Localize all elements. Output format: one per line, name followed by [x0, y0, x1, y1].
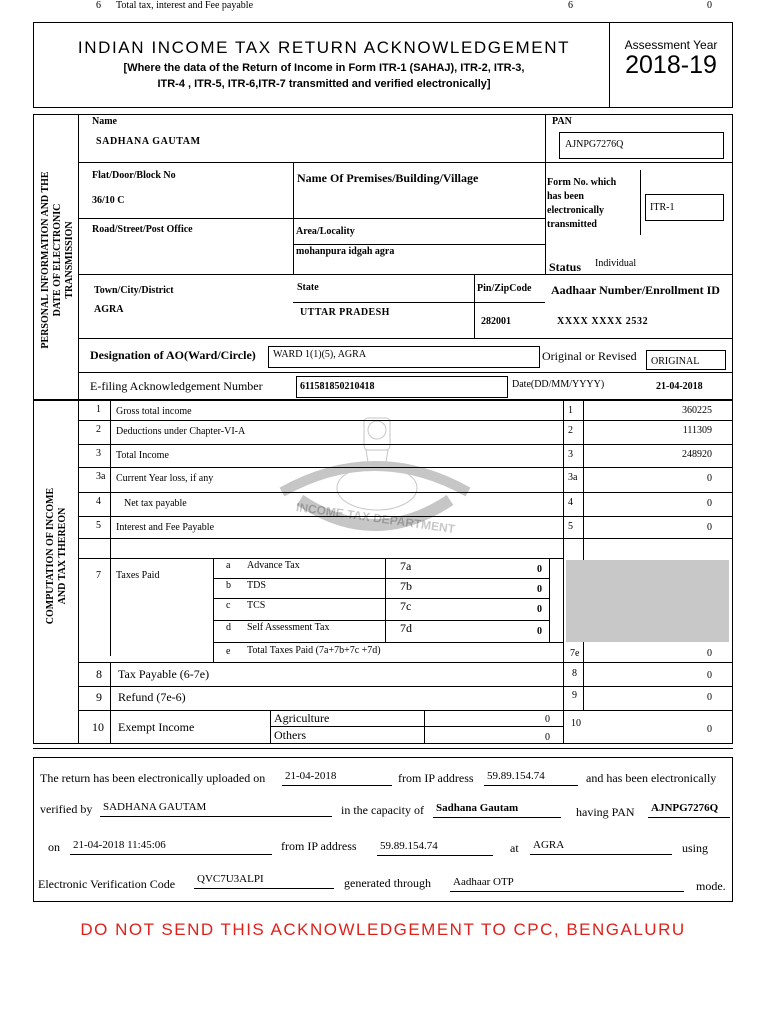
tax-sub-value: 0 [537, 584, 542, 595]
comp-row-ref: 4 [568, 497, 573, 508]
do-not-send-warning: DO NOT SEND THIS ACKNOWLEDGEMENT TO CPC, BENGALURU [80, 920, 686, 939]
personal-side-label: PERSONAL INFORMATION AND THE DATE OF ELECTRONIC TRANSMISSION [40, 171, 75, 349]
row9-ref: 9 [572, 690, 577, 701]
pan-value: AJNPG7276Q [559, 132, 724, 159]
comp-row-num: 3a [96, 471, 106, 482]
tax-sub-ref: 7b [400, 579, 412, 593]
verification-place: AGRA [530, 839, 672, 855]
comp-row-value: 248920 [682, 449, 712, 460]
comp-row-label: Total Income [116, 450, 169, 461]
row9-value: 0 [707, 692, 712, 703]
date-value: 21-04-2018 [656, 381, 703, 392]
comp-row-label: Current Year loss, if any [116, 473, 214, 484]
comp-row-ref: 3 [568, 449, 573, 460]
tax-sub-ref: 7a [400, 559, 412, 573]
agriculture-value: 0 [545, 714, 550, 725]
others-label: Others [274, 728, 306, 742]
capacity: Sadhana Gautam [433, 802, 561, 818]
verification-text-6: having PAN [576, 805, 635, 819]
comp-row-num: 4 [96, 496, 101, 507]
pin-label: Pin/ZipCode [477, 283, 532, 294]
area-label: Area/Locality [296, 226, 355, 237]
row10-num: 10 [92, 720, 104, 734]
ack-value: 611581850210418 [296, 376, 508, 398]
comp-row-value: 0 [707, 0, 712, 11]
flat-value: 36/10 C [92, 195, 125, 206]
comp-row-num: 5 [96, 520, 101, 531]
tax-sub-label: TDS [247, 580, 266, 591]
verification-pan: AJNPG7276Q [648, 802, 730, 818]
form-subtitle-line2: ITR-4 , ITR-5, ITR-6,ITR-7 transmitted and verified electronically] [157, 78, 491, 90]
verification-text-4: verified by [40, 802, 93, 816]
verification-text-11: Electronic Verification Code [38, 877, 176, 891]
town-label: Town/City/District [94, 285, 174, 296]
town-value: AGRA [94, 304, 124, 315]
comp-row-label: Total tax, interest and Fee payable [116, 0, 254, 11]
comp-row-value: 0 [707, 498, 712, 509]
watermark-text: INCOME TAX DEPARTMENT [295, 499, 456, 537]
name-label: Name [92, 116, 117, 127]
aadhaar-value: XXXX XXXX 2532 [557, 316, 649, 327]
comp-row-value: 360225 [682, 405, 712, 416]
row8-label: Tax Payable (6-7e) [118, 667, 210, 681]
total-taxes-label: Total Taxes Paid (7a+7b+7c +7d) [247, 645, 381, 656]
name-value: SADHANA GAUTAM [96, 136, 201, 147]
pan-label: PAN [552, 116, 572, 127]
verification-text-7: on [48, 840, 60, 854]
ack-label: E-filing Acknowledgement Number [90, 379, 263, 393]
taxes-paid-label: Taxes Paid [116, 570, 160, 581]
header-divider [609, 22, 610, 108]
ao-value: WARD 1(1)(5), AGRA [268, 346, 540, 368]
form-no-value: ITR-1 [645, 194, 724, 221]
comp-row-label: Net tax payable [124, 498, 187, 509]
row8-ref: 8 [572, 668, 577, 679]
comp-row-ref: 6 [568, 0, 573, 11]
tax-sub-label: Advance Tax [247, 560, 300, 571]
shaded-block [566, 560, 729, 642]
tax-sub-letter: c [226, 600, 231, 611]
row9-num: 9 [96, 690, 102, 704]
comp-row-value: 0 [707, 522, 712, 533]
state-label: State [297, 282, 319, 293]
comp-row-label: Interest and Fee Payable [116, 522, 215, 533]
comp-row-ref: 1 [568, 405, 573, 416]
verification-text-9: at [510, 841, 519, 855]
tax-sub-value: 0 [537, 626, 542, 637]
comp-row-label: Gross total income [116, 406, 192, 417]
area-value: mohanpura idgah agra [296, 246, 395, 257]
comp-row-value: 0 [707, 473, 712, 484]
aadhaar-label: Aadhaar Number/Enrollment ID [551, 283, 720, 297]
row9-label: Refund (7e-6) [118, 690, 186, 704]
comp-row-label: Deductions under Chapter-VI-A [116, 426, 246, 437]
verification-text-12: generated through [344, 876, 431, 890]
computation-side-label: COMPUTATION OF INCOME AND TAX THEREON [45, 487, 68, 625]
comp-row-ref: 5 [568, 521, 573, 532]
tax-sub-value: 0 [537, 564, 542, 575]
form-no-label: Form No. which has been electronically transmitted [547, 177, 617, 230]
comp-row-ref: 2 [568, 425, 573, 436]
tax-sub-letter: a [226, 560, 231, 571]
tax-sub-ref: 7d [400, 621, 412, 635]
agriculture-label: Agriculture [274, 711, 330, 725]
flat-label: Flat/Door/Block No [92, 170, 176, 181]
tax-sub-ref: 7c [400, 599, 412, 613]
evc-code: QVC7U3ALPI [194, 873, 334, 889]
original-revised-label: Original or Revised [542, 349, 637, 363]
income-tax-emblem-watermark [270, 400, 480, 550]
date-label: Date(DD/MM/YYYY) [512, 379, 605, 390]
total-taxes-value: 0 [707, 648, 712, 659]
verification-text-1: The return has been electronically uploaded on [40, 771, 266, 785]
verification-text-10: using [682, 841, 709, 855]
row10-ref: 10 [571, 718, 581, 729]
status-label: Status [549, 260, 582, 274]
verification-ip: 59.89.154.74 [377, 840, 493, 856]
verification-text-8: from IP address [281, 839, 357, 853]
verification-text-3: and has been electronically [586, 771, 717, 785]
tax-sub-letter: d [226, 622, 231, 633]
comp-row-num: 6 [96, 0, 101, 11]
assessment-year-value: 2018-19 [625, 51, 717, 79]
state-value: UTTAR PRADESH [300, 307, 390, 318]
tax-sub-label: Self Assessment Tax [247, 622, 330, 633]
pin-value: 282001 [481, 316, 511, 327]
total-taxes-ref: 7e [570, 648, 580, 659]
comp-row-num: 3 [96, 448, 101, 459]
verified-by: SADHANA GAUTAM [100, 801, 332, 817]
premises-label: Name Of Premises/Building/Village [297, 171, 479, 185]
form-title: INDIAN INCOME TAX RETURN ACKNOWLEDGEMENT [77, 38, 571, 57]
personal-side-divider [78, 114, 79, 400]
row10-value: 0 [707, 724, 712, 735]
verification-datetime: 21-04-2018 11:45:06 [70, 839, 272, 855]
ao-label: Designation of AO(Ward/Circle) [90, 348, 256, 362]
original-revised-value: ORIGINAL [646, 350, 726, 370]
total-taxes-letter: e [226, 646, 231, 657]
others-value: 0 [545, 732, 550, 743]
tax-sub-label: TCS [247, 600, 266, 611]
upload-ip: 59.89.154.74 [484, 770, 578, 786]
upload-date: 21-04-2018 [282, 770, 392, 786]
road-label: Road/Street/Post Office [92, 224, 193, 235]
row8-value: 0 [707, 670, 712, 681]
form-subtitle-line1: [Where the data of the Return of Income in Form ITR-1 (SAHAJ), ITR-2, ITR-3, [123, 62, 525, 74]
verification-text-13: mode. [696, 879, 726, 893]
comp-row-num: 1 [96, 404, 101, 415]
verification-text-5: in the capacity of [341, 803, 424, 817]
tax-sub-value: 0 [537, 604, 542, 615]
row8-num: 8 [96, 667, 102, 681]
assessment-year-label: Assessment Year [624, 38, 718, 52]
verification-method: Aadhaar OTP [450, 876, 684, 892]
tax-sub-letter: b [226, 580, 231, 591]
comp-row-num: 2 [96, 424, 101, 435]
verification-text-2: from IP address [398, 771, 474, 785]
comp-row-ref: 3a [568, 472, 578, 483]
row10-label: Exempt Income [118, 720, 195, 734]
taxes-paid-num: 7 [96, 570, 101, 581]
status-value: Individual [595, 258, 637, 269]
comp-row-value: 111309 [682, 425, 712, 436]
